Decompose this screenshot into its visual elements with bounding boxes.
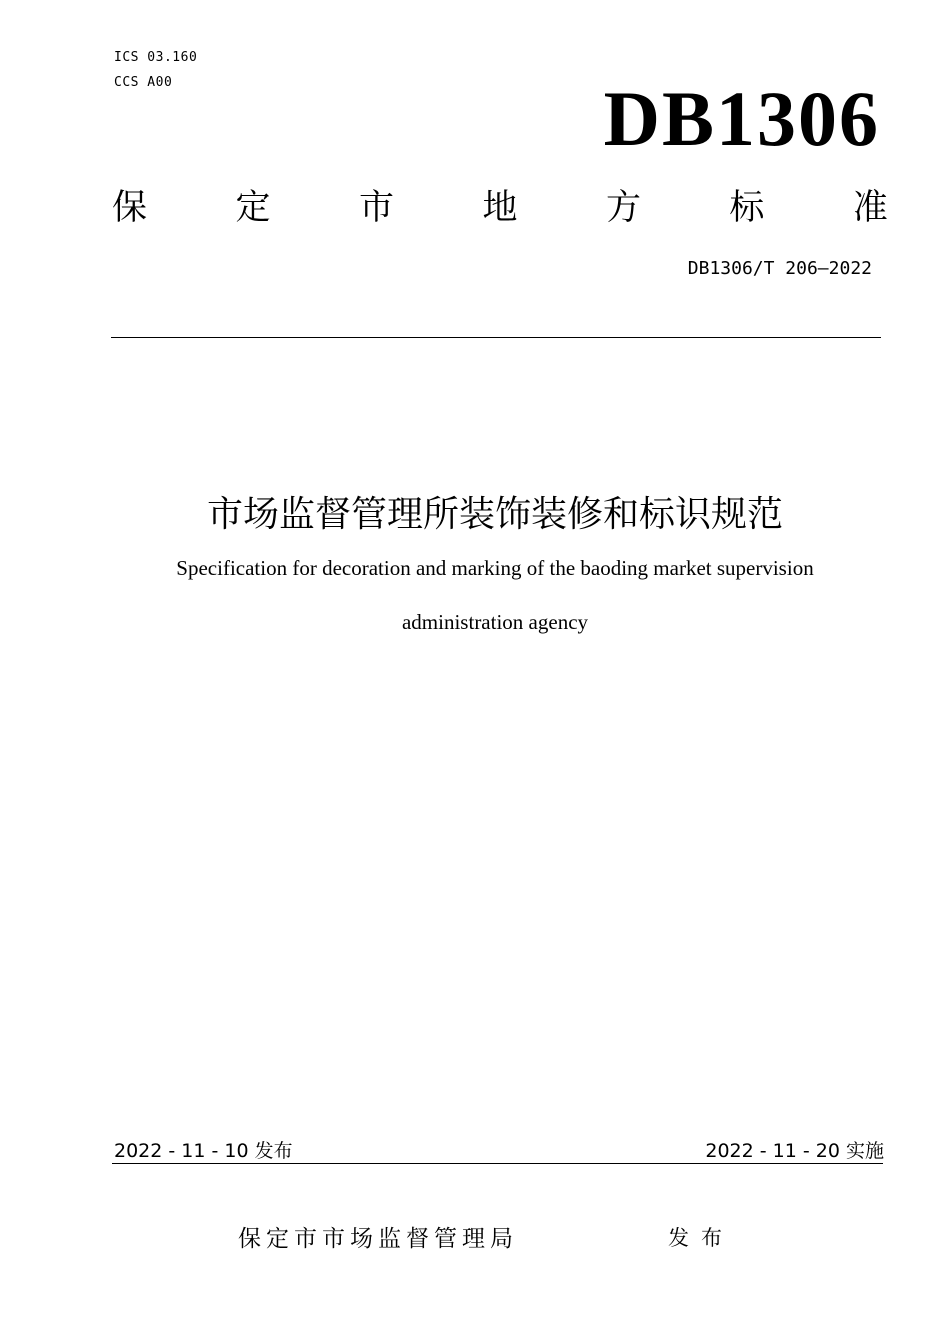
- standard-type-char: 标: [729, 188, 765, 228]
- issuing-authority: 保定市市场监督管理局: [238, 1226, 518, 1252]
- standard-code-large: DB1306: [603, 75, 880, 162]
- document-title-english-line1: Specification for decoration and marking of the baoding market supervision: [176, 556, 814, 580]
- standard-type-char: 市: [358, 188, 394, 228]
- standard-type-title: [112, 186, 888, 230]
- ccs-code: CCS A00: [114, 75, 173, 90]
- issue-label: 发布: [668, 1226, 734, 1250]
- document-title-chinese: 市场监督管理所装饰装修和标识规范: [206, 494, 783, 535]
- standard-type-char: 定: [235, 188, 271, 228]
- header-divider: [111, 337, 881, 338]
- issue-date: 2022 - 11 - 10 发布: [114, 1140, 293, 1162]
- standard-type-char: 方: [605, 188, 641, 228]
- standard-number: DB1306/T 206—2022: [687, 258, 872, 279]
- standard-type-char: 准: [852, 188, 888, 228]
- ics-code: ICS 03.160: [114, 50, 198, 65]
- standard-type-char: 地: [482, 188, 518, 228]
- implementation-date: 2022 - 11 - 20 实施: [705, 1140, 884, 1162]
- standard-type-char: 保: [112, 188, 148, 228]
- dates-divider: [112, 1163, 883, 1164]
- document-title-english-line2: administration agency: [401, 610, 589, 634]
